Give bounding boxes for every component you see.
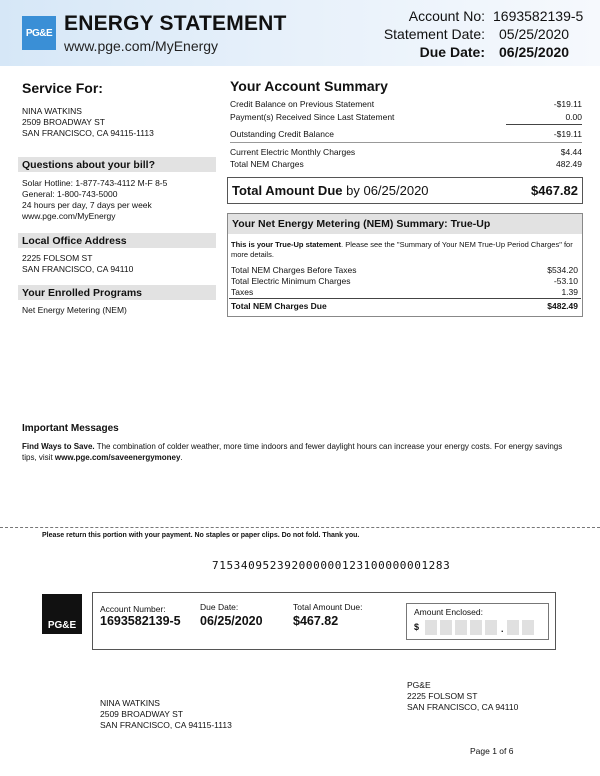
nem-heading: Your Net Energy Metering (NEM) Summary: True-Up [228, 214, 582, 234]
summary-heading: Your Account Summary [230, 78, 388, 94]
nem-row [231, 265, 578, 275]
total-due-by: by 06/25/2020 [346, 183, 429, 198]
account-no-label: Account No: [408, 8, 485, 24]
questions-heading: Questions about your bill? [18, 157, 216, 172]
stub-account-label: Account Number: [100, 604, 166, 614]
amount-digit-box[interactable] [440, 620, 452, 635]
amount-enclosed-label: Amount Enclosed: [414, 607, 483, 617]
nem-due-row [231, 301, 578, 311]
summary-row [230, 99, 582, 109]
messages-body [22, 441, 578, 463]
nem-row [231, 287, 578, 297]
payee-street: 2225 FOLSOM ST [407, 691, 478, 701]
save-energy-link[interactable]: www.pge.com/saveenergymoney [54, 453, 181, 462]
summary-row-value: -$19.11 [553, 129, 582, 139]
messages-end: . [180, 453, 183, 462]
payee-city: SAN FRANCISCO, CA 94110 [407, 702, 519, 712]
nem-due-label: Total NEM Charges Due [231, 301, 327, 311]
summary-row-value: $4.44 [560, 147, 582, 157]
pge-logo: PG&E [22, 16, 56, 50]
summary-row-label: Credit Balance on Previous Statement [230, 99, 375, 109]
office-heading: Local Office Address [18, 233, 216, 248]
total-due-label: Total Amount Due [232, 183, 343, 198]
statement-date-label: Statement Date: [383, 26, 485, 42]
program-item: Net Energy Metering (NEM) [22, 305, 127, 315]
stub-amount-label: Total Amount Due: [293, 602, 363, 612]
due-date-label: Due Date: [419, 44, 485, 60]
summary-row-value: 0.00 [565, 112, 582, 122]
nem-intro-bold: This is your True-Up statement [231, 240, 342, 249]
header-website[interactable]: www.pge.com/MyEnergy [64, 38, 219, 54]
stub-due-value: 06/25/2020 [200, 614, 263, 628]
summary-row [230, 129, 582, 139]
amount-digit-box[interactable] [425, 620, 437, 635]
page-number: Page 1 of 6 [470, 746, 514, 756]
payer-street: 2509 BROADWAY ST [100, 709, 183, 719]
service-street: 2509 BROADWAY ST [22, 117, 105, 127]
solar-hotline: Solar Hotline: 1-877-743-4112 M-F 8-5 [22, 178, 168, 188]
nem-due-value: $482.49 [547, 301, 578, 311]
amount-digit-box[interactable] [507, 620, 519, 635]
amount-digit-box[interactable] [470, 620, 482, 635]
nem-row-value: 1.39 [561, 287, 578, 297]
summary-row-value: 482.49 [556, 159, 582, 169]
stub-pge-logo: PG&E [42, 594, 82, 634]
nem-intro [231, 240, 579, 260]
nem-row-label: Taxes [231, 287, 254, 297]
nem-row-label: Total NEM Charges Before Taxes [231, 265, 357, 275]
stub-due-label: Due Date: [200, 602, 239, 612]
total-due-label-group [232, 183, 429, 198]
account-no-value: 1693582139-5 [493, 8, 584, 24]
service-city: SAN FRANCISCO, CA 94115-1113 [22, 128, 154, 138]
nem-row [231, 276, 578, 286]
stub-account-value: 1693582139-5 [100, 614, 181, 628]
enclosed-dollar-sign: $ [414, 622, 420, 632]
nem-intro-rest: . Please see the "Summary of Your NEM True-Up Period Charges" for more details. [231, 240, 573, 259]
office-street: 2225 FOLSOM ST [22, 253, 93, 263]
return-instruction: Please return this portion with your payment. No staples or paper clips. Do not fold. Thank you. [42, 532, 360, 539]
subtotal-rule [506, 124, 582, 125]
amount-digit-box[interactable] [485, 620, 497, 635]
messages-text: The combination of colder weather, more time indoors and fewer daylight hours can increase your energy costs. For energy savings tips, visit [22, 442, 563, 462]
nem-row-value: $534.20 [547, 265, 578, 275]
amount-digit-box[interactable] [522, 620, 534, 635]
amount-digit-box[interactable] [455, 620, 467, 635]
statement-title: ENERGY STATEMENT [64, 12, 287, 35]
due-date-value: 06/25/2020 [499, 44, 570, 60]
payer-city: SAN FRANCISCO, CA 94115-1113 [100, 720, 232, 730]
summary-row-value: -$19.11 [553, 99, 582, 109]
payer-name: NINA WATKINS [100, 698, 160, 708]
total-due-value: $467.82 [531, 183, 578, 198]
office-city: SAN FRANCISCO, CA 94110 [22, 264, 134, 274]
section-divider [230, 142, 582, 143]
summary-row [230, 159, 582, 169]
general-phone: General: 1-800-743-5000 [22, 189, 118, 199]
questions-website[interactable]: www.pge.com/MyEnergy [22, 211, 116, 221]
messages-heading: Important Messages [22, 423, 119, 434]
summary-row [230, 112, 582, 122]
nem-row-label: Total Electric Minimum Charges [231, 276, 351, 286]
hours-text: 24 hours per day, 7 days per week [22, 200, 152, 210]
summary-row-label: Outstanding Credit Balance [230, 129, 334, 139]
ocr-scanline: 715340952392000000123100000001283 [212, 559, 451, 572]
nem-divider [229, 298, 581, 299]
tear-line [0, 527, 600, 528]
payee-name: PG&E [407, 680, 431, 690]
summary-row-label: Payment(s) Received Since Last Statement [230, 112, 395, 122]
statement-date-value: 05/25/2020 [499, 26, 570, 42]
enclosed-decimal: . [501, 624, 504, 634]
nem-row-value: -53.10 [553, 276, 578, 286]
programs-heading: Your Enrolled Programs [18, 285, 216, 300]
messages-bold: Find Ways to Save. [22, 442, 95, 451]
stub-amount-value: $467.82 [293, 614, 339, 628]
summary-row [230, 147, 582, 157]
summary-row-label: Total NEM Charges [230, 159, 304, 169]
service-for-heading: Service For: [22, 80, 103, 96]
summary-row-label: Current Electric Monthly Charges [230, 147, 356, 157]
service-name: NINA WATKINS [22, 106, 82, 116]
